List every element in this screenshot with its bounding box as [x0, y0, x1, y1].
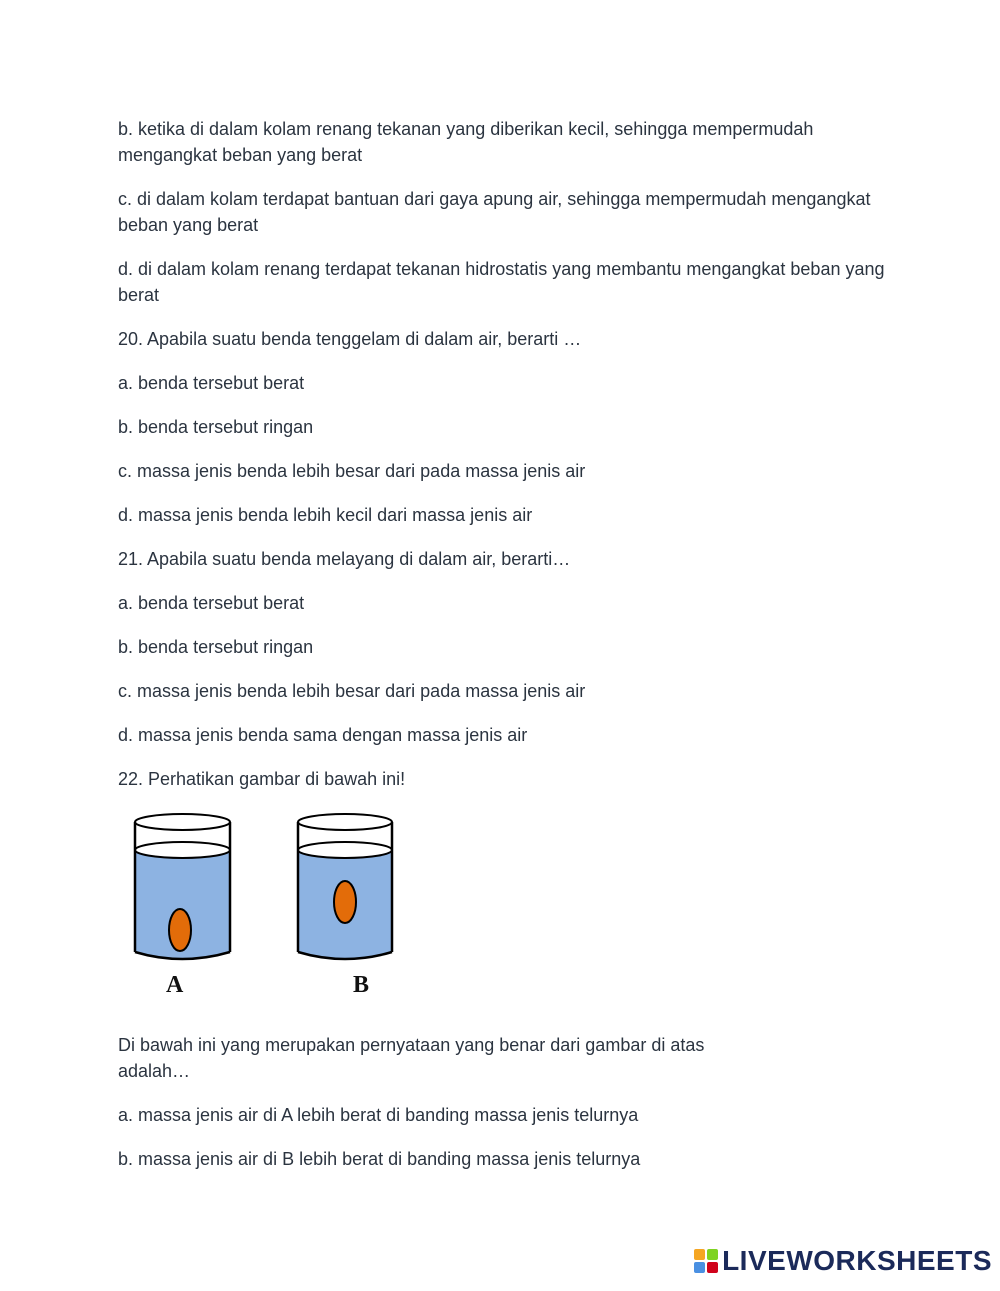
liveworksheets-logo — [694, 1245, 992, 1277]
question-22-prompt — [118, 1032, 888, 1084]
question-20: 20. Apabila suatu benda tenggelam di dalam air, berarti … — [118, 329, 582, 349]
logo-grid-icon — [694, 1249, 718, 1273]
prompt-line-1: Di bawah ini yang merupakan pernyataan yang benar dari gambar di atas — [118, 1035, 705, 1055]
q21-option-d: d. massa jenis benda sama dengan massa jenis air — [118, 725, 528, 745]
q20-option-d: d. massa jenis benda lebih kecil dari massa jenis air — [118, 505, 533, 525]
q20-option-b: b. benda tersebut ringan — [118, 417, 314, 437]
q20-option-c: c. massa jenis benda lebih besar dari pada massa jenis air — [118, 461, 586, 481]
option-text: b. ketika di dalam kolam renang tekanan yang diberikan kecil, sehingga mempermudah mengangkat beban yang berat — [118, 119, 814, 165]
label-b: B — [353, 972, 370, 998]
logo-text: LIVEWORKSHEETS — [722, 1245, 992, 1276]
q20-option-a: a. benda tersebut berat — [118, 373, 305, 393]
beaker-figure — [130, 810, 430, 1010]
prompt-line-2: adalah… — [118, 1061, 191, 1081]
q22-option-a: a. massa jenis air di A lebih berat di banding massa jenis telurnya — [118, 1105, 639, 1125]
q21-option-a: a. benda tersebut berat — [118, 593, 305, 613]
q21-option-b: b. benda tersebut ringan — [118, 637, 314, 657]
beaker-a — [135, 814, 230, 998]
option-text: c. di dalam kolam terdapat bantuan dari gaya apung air, sehingga mempermudah mengangkat beban yang berat — [118, 189, 871, 235]
water-surface-b — [298, 842, 392, 858]
beaker-b — [298, 814, 392, 998]
q22-option-b: b. massa jenis air di B lebih berat di banding massa jenis telurnya — [118, 1149, 641, 1169]
worksheet-content — [118, 116, 888, 1190]
q21-option-c: c. massa jenis benda lebih besar dari pada massa jenis air — [118, 681, 586, 701]
option-text: d. di dalam kolam renang terdapat tekanan hidrostatis yang membantu mengangkat beban yang berat — [118, 259, 885, 305]
water-surface-a — [135, 842, 230, 858]
question-21: 21. Apabila suatu benda melayang di dalam air, berarti… — [118, 549, 571, 569]
egg-b — [334, 881, 356, 923]
beaker-illustration — [130, 810, 430, 1010]
question-22: 22. Perhatikan gambar di bawah ini! — [118, 769, 406, 789]
egg-a — [169, 909, 191, 951]
label-a: A — [166, 972, 184, 998]
